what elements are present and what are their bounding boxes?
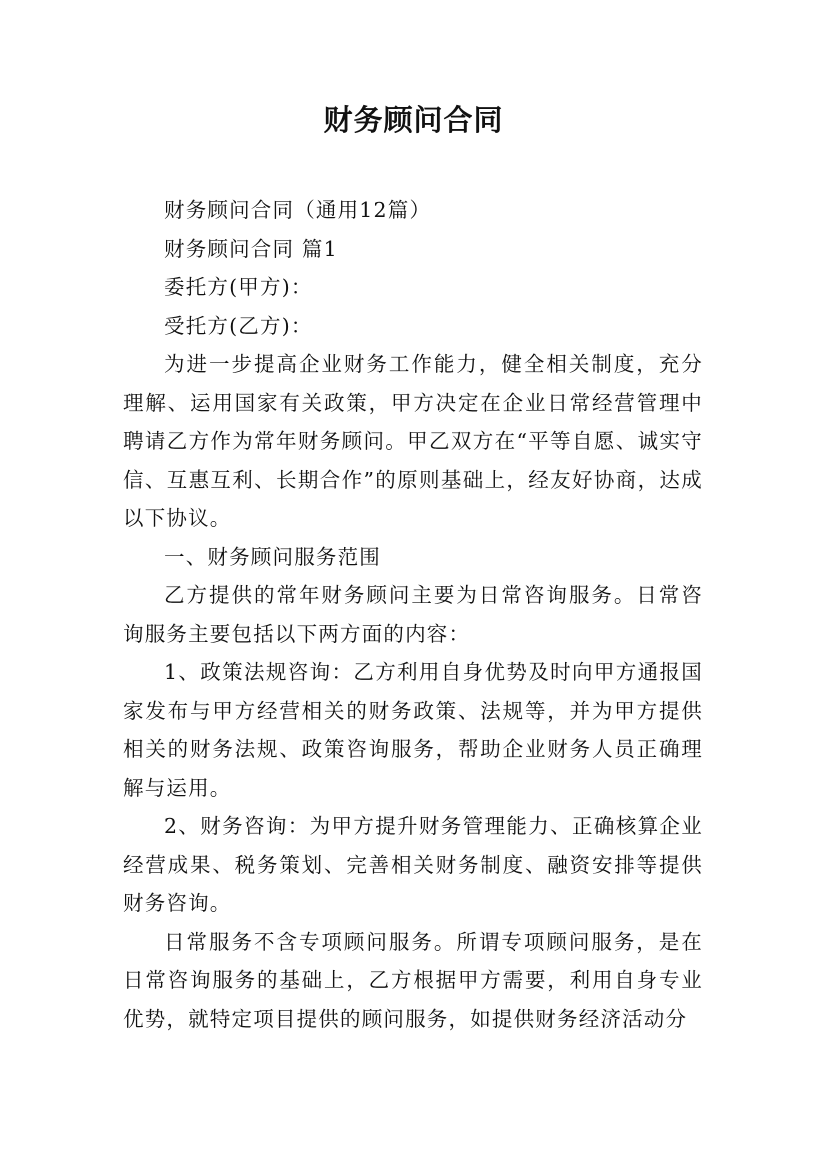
document-body bbox=[123, 191, 703, 1038]
paragraph-section-heading: 财务顾问合同 篇1 bbox=[164, 236, 338, 261]
paragraph-subtitle: 财务顾问合同（通用12篇） bbox=[164, 198, 432, 222]
document-title: 财务顾问合同 bbox=[323, 103, 504, 137]
paragraph-item-1: 1、政策法规咨询：乙方利用自身优势及时向甲方通报国家发布与甲方经营相关的财务政策、法规等，并为甲方提供相关的财务法规、政策咨询服务，帮助企业财务人员正确理解与运用。 bbox=[123, 660, 703, 800]
paragraph-party-b: 受托方(乙方)： bbox=[164, 313, 313, 338]
paragraph-preamble: 为进一步提高企业财务工作能力，健全相关制度，充分理解、运用国家有关政策，甲方决定在企业日常经营管理中聘请乙方作为常年财务顾问。甲乙双方在“平等自愿、诚实守信、互惠互利、长期合作”的原则基础上，经友好协商，达成以下协议。 bbox=[123, 352, 703, 530]
paragraph-scope-intro: 乙方提供的常年财务顾问主要为日常咨询服务。日常咨询服务主要包括以下两方面的内容： bbox=[123, 583, 703, 646]
paragraph-clause-heading: 一、财务顾问服务范围 bbox=[164, 544, 381, 569]
paragraph-special-services: 日常服务不含专项顾问服务。所谓专项顾问服务，是在日常咨询服务的基础上，乙方根据甲方需要，利用自身专业优势，就特定项目提供的顾问服务，如提供财务经济活动分 bbox=[123, 929, 703, 1031]
paragraph-item-2: 2、财务咨询：为甲方提升财务管理能力、正确核算企业经营成果、税务策划、完善相关财务制度、融资安排等提供财务咨询。 bbox=[123, 814, 703, 915]
paragraph-party-a: 委托方(甲方)： bbox=[164, 275, 313, 299]
